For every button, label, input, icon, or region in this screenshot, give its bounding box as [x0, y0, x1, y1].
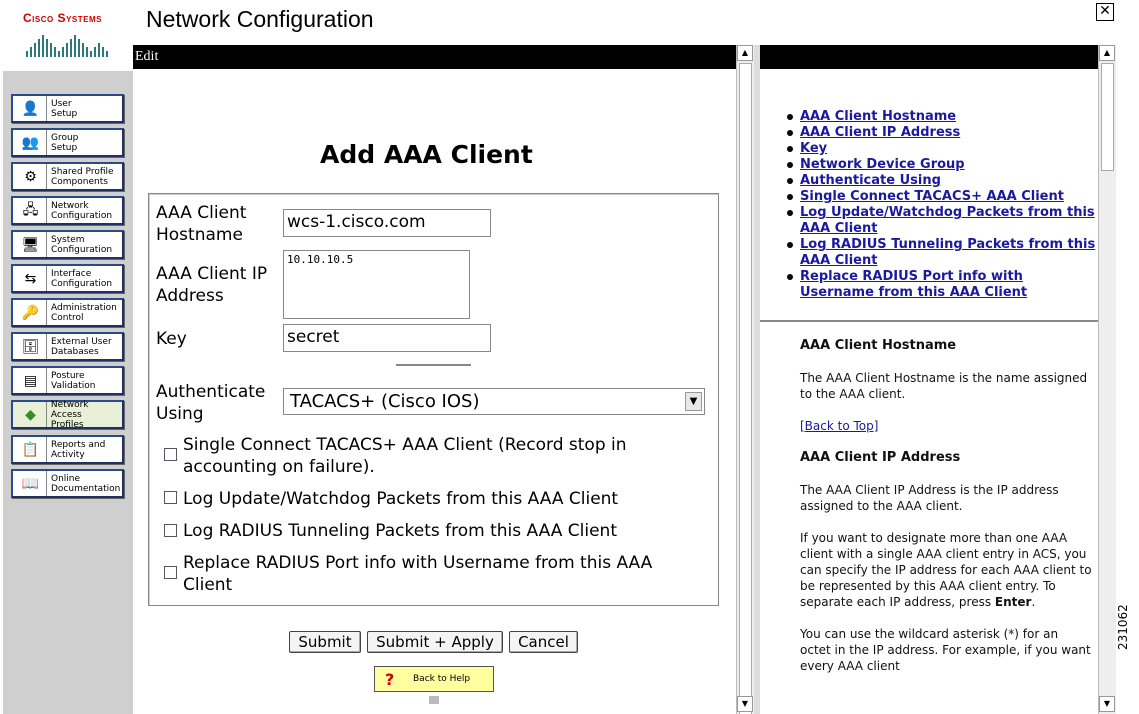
scroll-thumb[interactable]	[1101, 63, 1114, 171]
help-content	[800, 338, 1092, 690]
interface-icon: ⇆	[15, 266, 47, 291]
cancel-button[interactable]: Cancel	[509, 631, 578, 653]
list-item	[785, 269, 1097, 301]
help-link[interactable]: Log RADIUS Tunneling Packets from this AAA Client	[800, 237, 1096, 268]
help-paragraph: The AAA Client Hostname is the name assigned to the AAA client.	[800, 371, 1088, 401]
chevron-up-icon[interactable]: ▲	[1099, 45, 1115, 61]
sidebar-item-label: External User	[51, 336, 112, 347]
sidebar-item-reports-activity[interactable]	[11, 435, 124, 464]
list-item	[785, 125, 1097, 141]
help-link[interactable]: AAA Client IP Address	[800, 125, 961, 140]
brand-name: Cisco Systems	[23, 11, 102, 25]
chevron-up-icon[interactable]: ▲	[737, 45, 753, 61]
sidebar-item-network-configuration[interactable]	[11, 196, 124, 225]
sidebar-item-label: Databases	[51, 346, 99, 357]
admin-icon: 🔑	[15, 300, 47, 325]
figure-number: 231062	[1116, 604, 1130, 650]
list-item	[785, 173, 1097, 189]
scroll-thumb[interactable]	[739, 63, 752, 714]
help-link[interactable]: Single Connect TACACS+ AAA Client	[800, 189, 1064, 204]
sidebar-item-label: Posture	[51, 370, 85, 381]
sidebar-item-label: Components	[51, 176, 108, 187]
help-link[interactable]: Key	[800, 141, 828, 156]
hostname-label: AAA Client Hostname	[156, 203, 247, 245]
sidebar	[3, 71, 133, 714]
access-profiles-icon: ◆	[15, 402, 47, 427]
log-update-checkbox[interactable]	[164, 491, 177, 504]
sidebar-item-label: Network Access	[50, 399, 89, 420]
help-section-heading: AAA Client IP Address	[800, 450, 961, 465]
help-link[interactable]: AAA Client Hostname	[800, 109, 957, 124]
sidebar-item-label: Configuration	[51, 244, 113, 255]
sidebar-item-shared-profile[interactable]	[11, 162, 124, 191]
replace-radius-port-checkbox[interactable]	[164, 566, 177, 579]
single-connect-label: Single Connect TACACS+ AAA Client (Record stop in accounting on failure).	[183, 435, 627, 477]
replace-radius-port-label: Replace RADIUS Port info with Username from this AAA Client	[183, 553, 653, 595]
ip-address-textarea[interactable]: 10.10.10.5	[283, 250, 470, 319]
list-item	[785, 157, 1097, 173]
sidebar-item-external-user-databases[interactable]	[11, 332, 124, 361]
sidebar-item-label: Administration	[51, 302, 117, 313]
log-update-label: Log Update/Watchdog Packets from this AAA Client	[183, 489, 619, 509]
authenticate-using-label: Authenticate Using	[156, 382, 266, 424]
help-paragraph: You can use the wildcard asterisk (*) for an octet in the IP address. For example, if you want every AAA client	[800, 627, 1091, 673]
help-scrollbar[interactable]	[1098, 45, 1116, 714]
sidebar-item-label: Interface	[51, 268, 92, 279]
sidebar-item-label: Setup	[51, 108, 78, 119]
reports-icon: 📋	[15, 437, 47, 462]
chevron-down-icon[interactable]: ▼	[737, 696, 753, 712]
sidebar-item-label: System	[51, 234, 85, 245]
sidebar-item-label: Configuration	[51, 278, 113, 289]
sidebar-item-label: Profiles	[50, 419, 84, 430]
submit-apply-button[interactable]: Submit + Apply	[367, 631, 503, 653]
close-button[interactable]: ✕	[1096, 3, 1114, 21]
ip-address-label: AAA Client IP Address	[156, 264, 268, 306]
sidebar-item-administration-control[interactable]	[11, 298, 124, 327]
sidebar-item-label: Control	[51, 312, 84, 323]
key-label: Key	[156, 329, 187, 349]
help-frame-header	[760, 45, 1098, 69]
documentation-icon: 📖	[15, 471, 47, 496]
sidebar-item-system-configuration[interactable]	[11, 230, 124, 259]
help-frame-divider[interactable]	[760, 320, 1098, 322]
sidebar-item-network-access-profiles[interactable]	[11, 400, 124, 429]
user-icon: 👤	[15, 96, 47, 121]
system-icon: 🖥	[15, 232, 47, 257]
database-icon: 🗄	[15, 334, 47, 359]
back-to-help-button[interactable]	[374, 666, 494, 692]
sidebar-item-interface-configuration[interactable]	[11, 264, 124, 293]
sidebar-item-label: Configuration	[51, 210, 113, 221]
network-icon: 🖧	[15, 198, 47, 223]
sidebar-item-label: Activity	[51, 449, 85, 460]
posture-icon: ▤	[15, 368, 47, 393]
sidebar-item-label: User	[51, 98, 72, 109]
divider	[396, 364, 471, 366]
hostname-input[interactable]: wcs-1.cisco.com	[283, 209, 491, 237]
gear-icon: ⚙	[15, 164, 47, 189]
help-link[interactable]: Network Device Group	[800, 157, 965, 172]
cisco-logo	[3, 3, 132, 71]
sidebar-item-group-setup[interactable]	[11, 128, 124, 157]
cisco-bridge-icon	[25, 31, 113, 59]
back-to-help-label: Back to Help	[413, 674, 471, 684]
help-paragraph: The AAA Client IP Address is the IP address assigned to the AAA client.	[800, 483, 1059, 513]
list-item	[785, 205, 1097, 237]
single-connect-checkbox[interactable]	[164, 448, 177, 461]
list-item	[785, 109, 1097, 125]
sidebar-item-label: Documentation	[51, 483, 121, 494]
form-title: Add AAA Client	[320, 140, 533, 169]
edit-scrollbar[interactable]	[736, 45, 754, 714]
sidebar-item-label: Online	[51, 473, 81, 484]
group-icon: 👥	[15, 130, 47, 155]
sidebar-item-label: Reports and	[51, 439, 106, 450]
help-question-icon: ?	[385, 669, 395, 689]
sidebar-item-label: Validation	[51, 380, 96, 391]
help-paragraph: If you want to designate more than one AAA client with a single AAA client entry in ACS, you can specify the IP address for each AAA client to be represented by this AAA client entry. To separate each IP address, press Enter.	[800, 531, 1092, 609]
chevron-down-icon[interactable]: ▼	[685, 392, 702, 411]
help-link[interactable]: Authenticate Using	[800, 173, 941, 188]
scroll-marker	[429, 696, 439, 704]
help-link-list	[785, 109, 1097, 301]
sidebar-item-online-documentation[interactable]	[11, 469, 124, 498]
key-input[interactable]: secret	[283, 324, 491, 352]
sidebar-item-posture-validation[interactable]	[11, 366, 124, 395]
log-radius-tunneling-label: Log RADIUS Tunneling Packets from this AAA Client	[183, 521, 617, 541]
chevron-down-icon[interactable]: ▼	[1099, 696, 1115, 712]
help-link[interactable]: Log Update/Watchdog Packets from this AAA Client	[800, 205, 1095, 236]
edit-frame-header: Edit	[133, 45, 736, 69]
submit-button[interactable]: Submit	[289, 631, 361, 653]
back-to-top-link[interactable]: [Back to Top]	[800, 419, 879, 433]
sidebar-item-label: Setup	[51, 142, 78, 153]
sidebar-item-user-setup[interactable]	[11, 94, 124, 123]
help-section-heading: AAA Client Hostname	[800, 338, 957, 353]
list-item	[785, 189, 1097, 205]
log-radius-tunneling-checkbox[interactable]	[164, 524, 177, 537]
sidebar-item-label: Shared Profile	[51, 166, 114, 177]
help-link[interactable]: Replace RADIUS Port info with Username from this AAA Client	[800, 269, 1028, 300]
list-item	[785, 141, 1097, 157]
page-header-title: Network Configuration	[146, 6, 374, 32]
authenticate-using-select[interactable]: TACACS+ (Cisco IOS)	[283, 388, 705, 415]
sidebar-item-label: Group	[51, 132, 79, 143]
sidebar-item-label: Network	[51, 200, 89, 211]
list-item	[785, 237, 1097, 269]
